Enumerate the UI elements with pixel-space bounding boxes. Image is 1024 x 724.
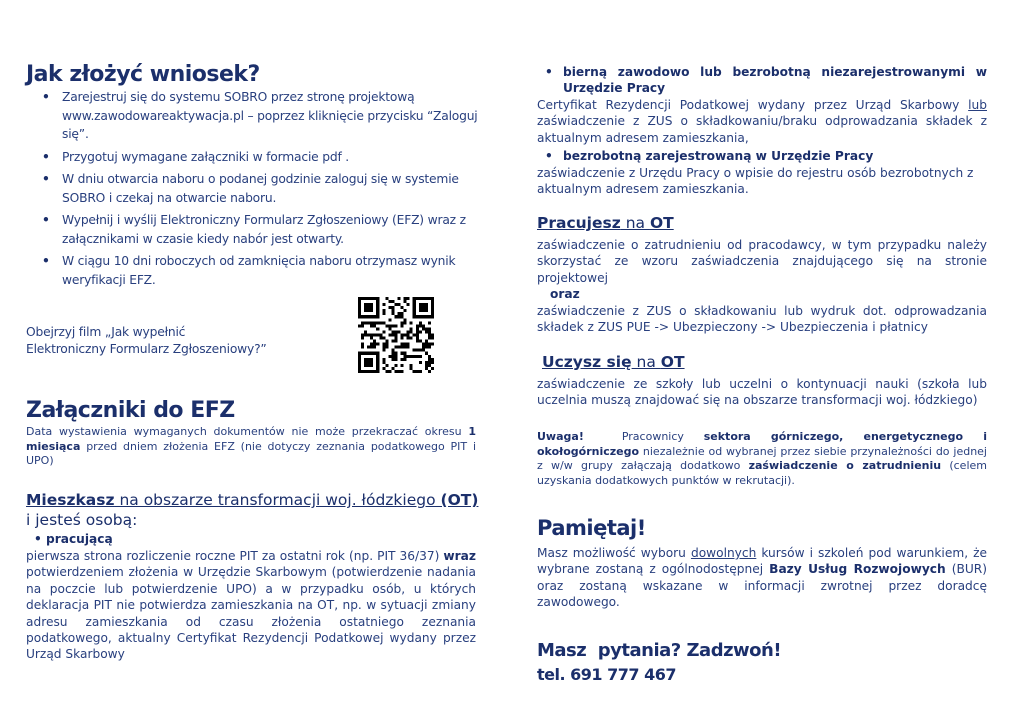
remember-text-part: Masz możliwość wyboru	[537, 546, 691, 560]
work-heading	[537, 214, 674, 232]
attachments-text-bold: 1 miesiąca	[26, 425, 476, 453]
note-text-bold: zaświadczenie o zatrudnieniu	[748, 459, 942, 473]
study-heading	[542, 353, 685, 371]
attachments-text-part: przed dniem złożenia EFZ (nie dotyczy zeznania podatkowego PIT i UPO)	[26, 439, 476, 468]
working-text-part: potwierdzeniem złożenia w Urzędzie Skarbowym (potwierdzenie nadania na poczcie lub potwierdzenie UPO) a w przypadku osób, u których deklaracja PIT nie potwierdza zamieszkania na OT, np. w sytuacji zmiany adresu zamieszkania od czasu złożenia ostatniego zeznania podatkowego, aktualny Certyfikat Rezydencji Podatkowej wydany przez Urząd Skarbowy	[26, 565, 476, 662]
unemployed-label: • bezrobotną zarejestrowaną w Urzędzie Pracy	[537, 149, 873, 164]
study-heading-ot: OT	[660, 353, 685, 371]
remember-text	[537, 545, 987, 611]
inactive-text-part: zaświadczenie z ZUS o składkowaniu/braku odprowadzania składek z aktualnym adresem zamieszkania,	[537, 114, 987, 145]
contact-title: Masz pytania? Zadzwoń!	[537, 640, 782, 661]
work-heading-bold: Pracujesz	[537, 214, 621, 232]
remember-text-part: (BUR) oraz zostaną wskazane w informacji zwrotnej przez doradcę zawodowego.	[537, 562, 988, 610]
inactive-text-underlined: lub	[968, 98, 987, 112]
how-to-apply-steps	[26, 88, 486, 289]
work-text-2: zaświadczenie z ZUS o składkowaniu lub wydruk dot. odprowadzania składek z ZUS PUE -> Ubezpieczony -> Ubezpieczenia i płatnicy	[537, 304, 987, 335]
attachments-title: Załączniki do EFZ	[26, 398, 235, 423]
step-item: • W dniu otwarcia naboru o podanej godzinie zaloguj się w systemie SOBRO i czekaj na otwarcie naboru.	[26, 170, 486, 207]
qr-code-icon[interactable]	[358, 297, 434, 373]
note-text-part: niezależnie od wybranej przez siebie przynależności do jednej z w/w grupy załączają dodatkowo	[537, 444, 987, 473]
working-text-bold: wraz	[443, 549, 476, 563]
video-caption-line: Elektroniczny Formularz Zgłoszeniowy?”	[26, 342, 267, 356]
note-text-part: (celem uzyskania dodatkowych punktów w rekrutacji).	[537, 459, 987, 487]
remember-title: Pamiętaj!	[537, 516, 646, 540]
inactive-label: • bierną zawodowo lub bezrobotną niezarejestrowanymi w Urzędzie Pracy	[537, 64, 987, 96]
step-item: • W ciągu 10 dni roboczych od zamknięcia naboru otrzymasz wynik weryfikacji EFZ.	[26, 252, 486, 289]
how-to-apply-title: Jak złożyć wniosek?	[26, 62, 260, 87]
study-heading-mid: na	[631, 353, 661, 371]
step-item: • Przygotuj wymagane załączniki w formacie pdf .	[26, 148, 486, 167]
inactive-text	[537, 97, 987, 146]
remember-text-bold: Bazy Usług Rozwojowych	[769, 562, 946, 577]
working-label: • pracującą	[26, 532, 113, 547]
attachments-text	[26, 425, 476, 469]
inactive-text-part: Certyfikat Rezydencji Podatkowej wydany przez Urząd Skarbowy	[537, 98, 969, 112]
video-caption	[26, 324, 346, 358]
work-text-1: zaświadczenie o zatrudnieniu od pracodawcy, w tym przypadku należy skorzystać ze wzoru zaświadczenia znajdującego się na stronie projektowej	[537, 238, 987, 285]
work-heading-ot: OT	[649, 214, 674, 232]
note-text-bold: sektora górniczego, energetycznego i okołogórniczego	[537, 430, 987, 458]
study-text: zaświadczenie ze szkoły lub uczelni o kontynuacji nauki (szkoła lub uczelnia muszą znajdować się na obszarze transformacji woj. łódzkiego)	[537, 377, 987, 408]
step-item: • Wypełnij i wyślij Elektroniczny Formularz Zgłoszeniowy (EFZ) wraz z załącznikami w czasie kiedy nabór jest otwarty.	[26, 211, 486, 248]
remember-text-part: kursów i szkoleń pod warunkiem, że wybrane zostaną z ogólnodostępnej	[537, 546, 988, 577]
work-heading-mid: na	[620, 214, 650, 232]
working-text-part: pierwsza strona rozliczenie roczne PIT za ostatni rok (np. PIT 36/37)	[26, 549, 444, 563]
residence-heading-bold: Mieszkasz	[26, 491, 115, 509]
residence-heading-rest: na obszarze transformacji woj. łódzkiego	[114, 491, 441, 509]
residence-heading	[26, 491, 486, 509]
video-caption-line: Obejrzyj film „Jak wypełnić	[26, 325, 186, 339]
residence-heading-ot: (OT)	[440, 491, 479, 509]
attachments-text-part: Data wystawienia wymaganych dokumentów nie może przekraczać okresu	[26, 425, 469, 438]
residence-sub: i jesteś osobą:	[26, 511, 138, 529]
working-text	[26, 548, 476, 663]
work-and: oraz	[550, 287, 580, 301]
note-label: Uwaga!	[537, 430, 584, 443]
note-text-part: Pracownicy	[621, 430, 704, 443]
remember-text-underlined: dowolnych	[690, 546, 757, 560]
unemployed-text: zaświadczenie z Urzędu Pracy o wpisie do rejestru osób bezrobotnych z aktualnym adresem zamieszkania.	[537, 166, 974, 197]
study-heading-bold: Uczysz się	[542, 353, 632, 371]
contact-phone[interactable]: tel. 691 777 467	[537, 665, 676, 684]
note-text	[537, 430, 987, 488]
step-item: • Zarejestruj się do systemu SOBRO przez stronę projektową www.zawodowareaktywacja.pl – poprzez kliknięcie przycisku “Zaloguj się”.	[26, 88, 486, 144]
